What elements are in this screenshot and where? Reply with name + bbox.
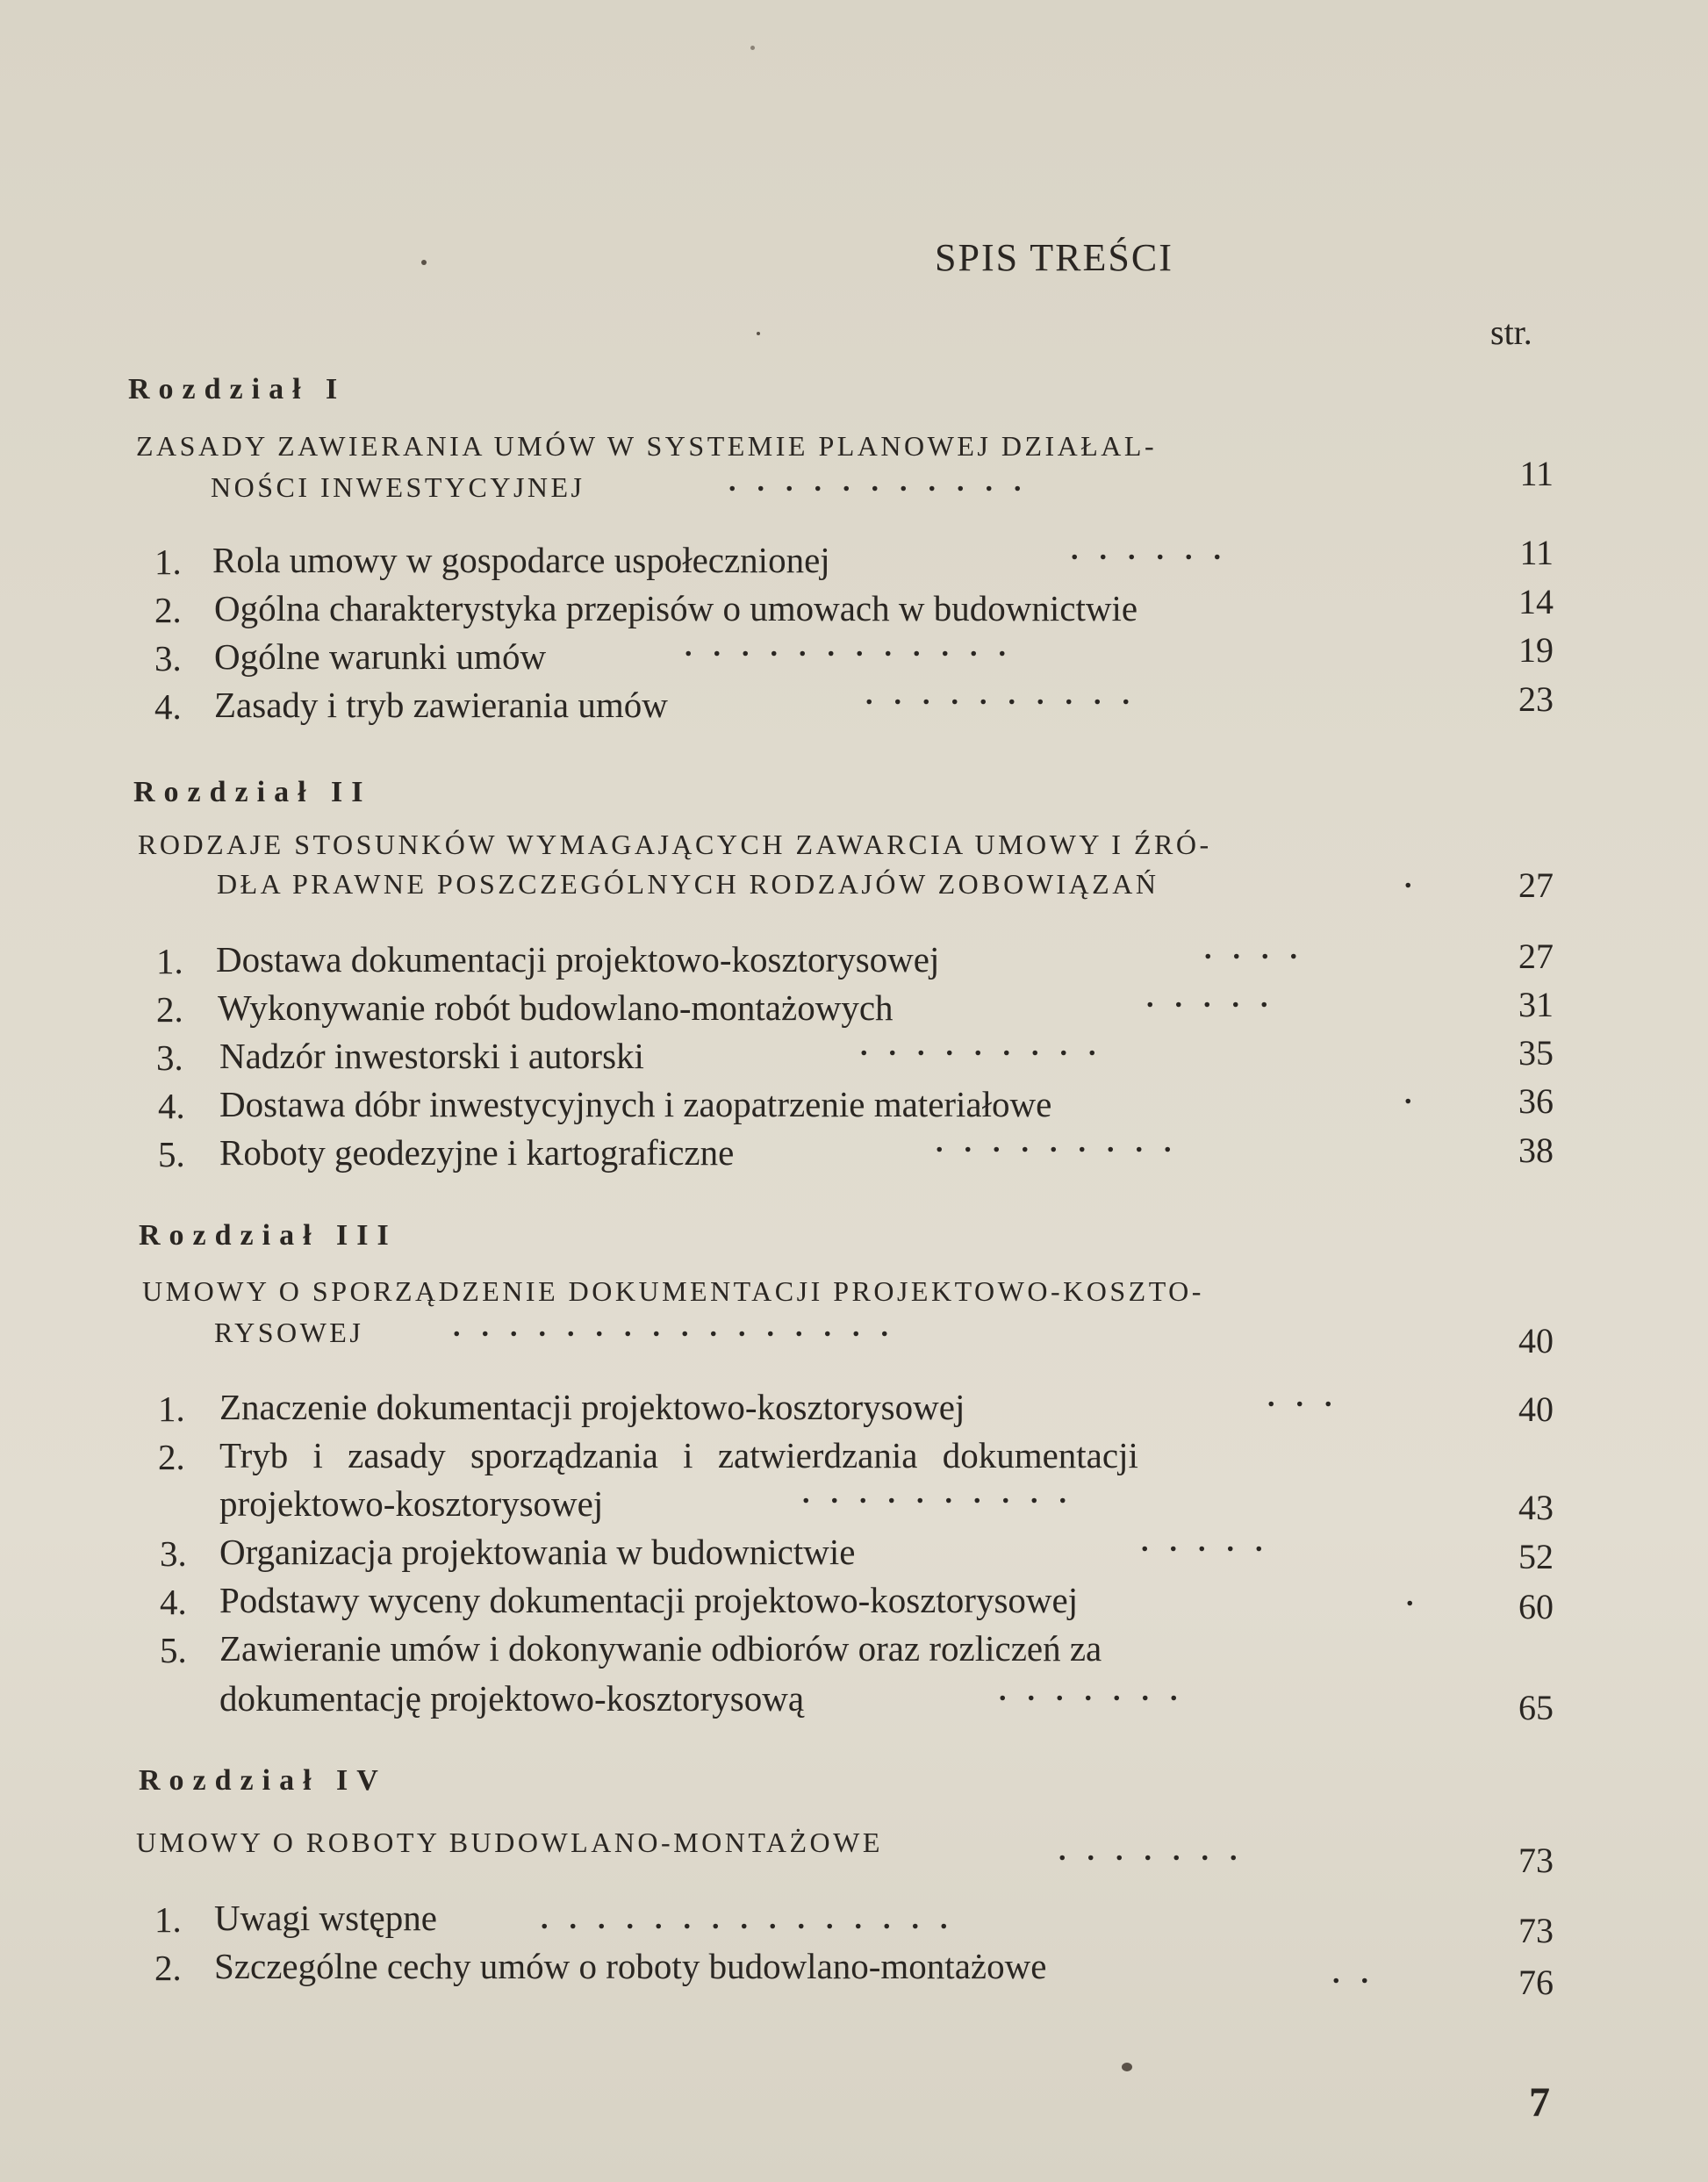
leader-dots: ................ [453,1310,909,1343]
toc-item-page: 38 [1518,1130,1554,1170]
toc-item-page: 52 [1518,1537,1554,1576]
toc-item-page: 36 [1518,1081,1554,1121]
chapter-heading: UMOWY O ROBOTY BUDOWLANO-MONTAŻOWE [136,1827,883,1858]
toc-item-page: 14 [1518,582,1554,621]
chapter-label: Rozdział I [128,373,347,406]
item-number: 1. [154,542,182,582]
page-column-label: str. [1490,312,1532,352]
item-number: 2. [154,590,182,630]
leader-dots: ....... [1059,1834,1259,1867]
page-title: SPIS TREŚCI [935,236,1173,279]
toc-item-title: Tryb i zasady sporządzania i zatwierdzania dokumentacji [219,1435,1138,1475]
leader-dots: .......... [802,1477,1087,1510]
chapter-heading: ZASADY ZAWIERANIA UMÓW W SYSTEMIE PLANOWEJ DZIAŁAL- [136,430,1158,462]
chapter-heading-page: 73 [1518,1841,1554,1880]
leader-dots: ........... [728,465,1043,498]
leader-dots: ... [1267,1381,1353,1413]
leader-dots: ..... [1141,1525,1284,1558]
toc-item-page: 19 [1518,630,1554,670]
chapter-heading-page: 27 [1518,865,1554,905]
toc-item-page: 65 [1518,1688,1554,1727]
chapter-heading-page: 40 [1518,1321,1554,1360]
toc-item-page: 35 [1518,1033,1554,1073]
item-number: 2. [158,1437,185,1477]
chapter-heading: RYSOWEJ [214,1317,364,1348]
chapter-heading: DŁA PRAWNE POSZCZEGÓLNYCH RODZAJÓW ZOBOWIĄZAŃ [217,868,1159,900]
toc-item-title: Organizacja projektowania w budownictwie [219,1532,856,1572]
item-number: 4. [160,1582,187,1622]
toc-item-title: Uwagi wstępne [214,1898,437,1938]
item-number: 1. [156,941,183,981]
leader-dots: ...... [1071,534,1242,566]
item-number: 3. [154,638,182,678]
toc-item-page: 40 [1518,1389,1554,1429]
leader-dots: . [1404,862,1433,894]
toc-item-title: Zasady i tryb zawierania umów [214,685,668,725]
chapter-label: Rozdział IV [139,1764,387,1797]
paper-speck [757,332,760,335]
toc-item-title: Roboty geodezyjne i kartograficzne [219,1132,735,1173]
toc-item-title: Zawieranie umów i dokonywanie odbiorów oraz rozliczeń za [219,1628,1102,1669]
toc-item-title: Dostawa dokumentacji projektowo-kosztorysowej [216,939,940,980]
toc-item-title: Wykonywanie robót budowlano-montażowych [218,987,893,1028]
toc-item-title-cont: dokumentację projektowo-kosztorysową [219,1678,805,1719]
toc-item-title: Nadzór inwestorski i autorski [219,1036,644,1076]
item-number: 5. [158,1134,185,1174]
item-number: 4. [158,1086,185,1126]
toc-item-title: Rola umowy w gospodarce uspołecznionej [212,540,830,580]
chapter-heading: RODZAJE STOSUNKÓW WYMAGAJĄCYCH ZAWARCIA UMOWY I ŹRÓ- [138,829,1212,860]
toc-item-title: Szczególne cechy umów o roboty budowlano-montażowe [214,1946,1047,1986]
chapter-heading: NOŚCI INWESTYCYJNEJ [211,471,585,503]
leader-dots: .... [1204,933,1318,965]
leader-dots: ......... [860,1030,1117,1062]
chapter-label: Rozdział III [139,1219,398,1252]
chapter-heading-page: 11 [1519,454,1554,493]
paper-speck [421,260,427,265]
toc-item-title: Dostawa dóbr inwestycyjnych i zaopatrzenie materiałowe [219,1084,1052,1124]
leader-dots: ....... [999,1675,1199,1707]
item-number: 3. [160,1533,187,1574]
leader-dots: .. [1332,1957,1389,1990]
toc-item-page: 31 [1518,985,1554,1024]
toc-item-title: Znaczenie dokumentacji projektowo-kosztorysowej [219,1387,965,1427]
item-number: 2. [154,1948,182,1988]
leader-dots: . [1406,1580,1435,1612]
toc-item-page: 76 [1518,1963,1554,2002]
item-number: 1. [154,1899,182,1940]
item-number: 5. [160,1630,187,1670]
toc-item-page: 73 [1518,1911,1554,1950]
paper-speck [750,46,755,50]
toc-item-title-cont: projektowo-kosztorysowej [219,1483,604,1524]
toc-item-title: Ogólne warunki umów [214,636,547,677]
leader-dots: ......... [936,1126,1193,1159]
paper-speck [1122,2063,1132,2071]
toc-item-page: 23 [1518,679,1554,719]
chapter-heading: UMOWY O SPORZĄDZENIE DOKUMENTACJI PROJEKTOWO-KOSZTO- [142,1275,1204,1307]
chapter-label: Rozdział II [133,776,372,808]
item-number: 4. [154,686,182,727]
leader-dots: . [1404,1078,1433,1110]
toc-item-title: Podstawy wyceny dokumentacji projektowo-kosztorysowej [219,1580,1079,1620]
toc-item-page: 60 [1518,1587,1554,1626]
item-number: 2. [156,989,183,1030]
toc-item-title: Ogólna charakterystyka przepisów o umowach w budownictwie [214,588,1138,628]
leader-dots: .......... [865,678,1151,711]
item-number: 1. [158,1389,185,1429]
leader-dots: ..... [1146,981,1289,1014]
leader-dots: ............... [541,1903,969,1935]
leader-dots: ............ [685,630,1027,663]
toc-item-page: 27 [1518,937,1554,976]
toc-item-page: 43 [1518,1488,1554,1527]
page-number: 7 [1529,2079,1550,2126]
item-number: 3. [156,1037,183,1078]
toc-item-page: 11 [1519,533,1554,572]
